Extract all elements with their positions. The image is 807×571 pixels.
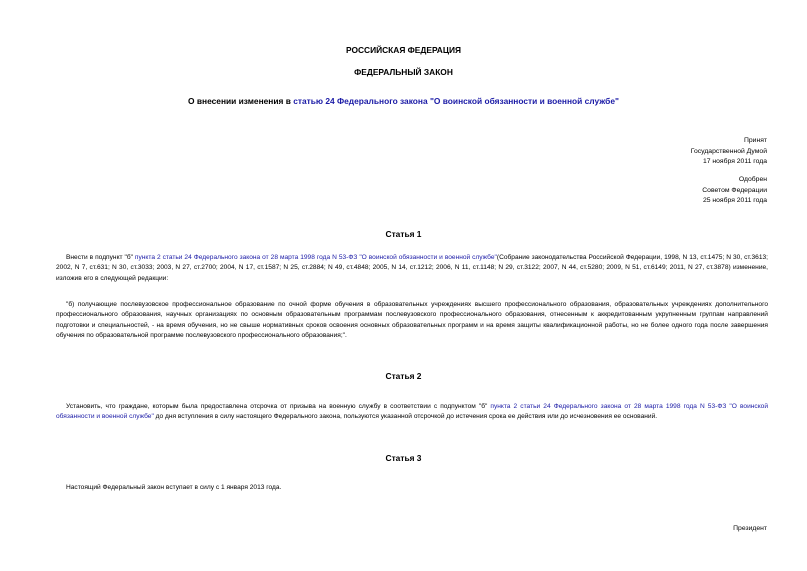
article-2-law-link[interactable]: пункта 2 статьи 24 Федерального закона от 28 марта 1998 года N 53-ФЗ (490, 403, 727, 410)
duma-label: Государственной Думой (690, 147, 767, 155)
article-3-heading: Статья 3 (385, 453, 422, 463)
law-subject-title (0, 96, 807, 106)
article-1-paragraph-1 (56, 253, 768, 284)
article-1-suffix: (Собрание законодательства Российской Федерации, 1998, N 13, ст.1475; N 30, ст.3613; 2002, N 7, ст.631; N 30, ст.3033; 2003, N 27, ст.2700; 2004, N 17, ст.1587; N 25, ст.2884; N 49, ст.4848; 2005, N 14, ст.1212; 2006, N 11, ст.1148; N 29, ст.3122; 2007, N 44, ст.5280; 2009, N 51, ст.6149; 2011, N 27, ст.3878) изменение, изложив его в следующей редакции: (56, 254, 768, 282)
article-1-law-link[interactable]: пункта 2 статьи 24 Федерального закона от 28 марта 1998 года N 53-ФЗ (134, 254, 358, 261)
article-1-prefix: Внести в подпункт "б" (66, 254, 135, 261)
article-3-paragraph: Настоящий Федеральный закон вступает в силу с 1 января 2013 года. (66, 484, 282, 491)
article-2-heading: Статья 2 (385, 371, 422, 381)
president-signature: Президент (733, 525, 767, 532)
article-2-suffix: до дня вступления в силу настоящего Федерального закона, пользуются указанной отсрочкой до истечения срока ее действия или до исчезновения ее оснований. (153, 413, 658, 421)
article-2-paragraph (56, 402, 768, 423)
article-2-title-link[interactable]: "О воинской обязанности и военной службе" (56, 403, 768, 421)
article-1-title-link[interactable]: "О воинской обязанности и военной службе" (359, 254, 497, 261)
article-1-paragraph-2: "б) получающие послевузовское профессиональное образование по очной форме обучения в образовательных учреждениях высшего профессионального образования, образовательных учреждениях дополнительного профессионального образования, научных организациях по основным образовательным программам послевузовского профессионального образования, отнесенным к аккредитованным укрупненным группам направлений подготовки и специальностей, - на время обучения, но не свыше нормативных сроков освоения основных образовательных программ и на время защиты квалификационной работы, но не более одного года после завершения обучения по образовательной программе послевузовского профессионального образования;". (56, 301, 768, 340)
law-type-title: ФЕДЕРАЛЬНЫЙ ЗАКОН (354, 67, 453, 77)
council-label: Советом Федерации (702, 186, 767, 194)
subject-prefix: О внесении изменения в (188, 96, 294, 106)
council-approval-block (702, 175, 767, 207)
subject-link[interactable]: статью 24 Федерального закона "О воинской обязанности и военной службе" (293, 96, 619, 106)
duma-date: 17 ноября 2011 года (702, 158, 767, 165)
accepted-label: Принят (743, 137, 767, 144)
article-2-prefix: Установить, что граждане, которым была предоставлена отсрочка от призыва на военную службу в соответствии с подпунктом "б" (66, 403, 491, 410)
approved-label: Одобрен (738, 176, 767, 183)
council-date: 25 ноября 2011 года (702, 197, 767, 204)
article-1-heading: Статья 1 (385, 229, 422, 239)
federation-title: РОССИЙСКАЯ ФЕДЕРАЦИЯ (345, 45, 462, 55)
duma-adoption-block (691, 136, 767, 168)
